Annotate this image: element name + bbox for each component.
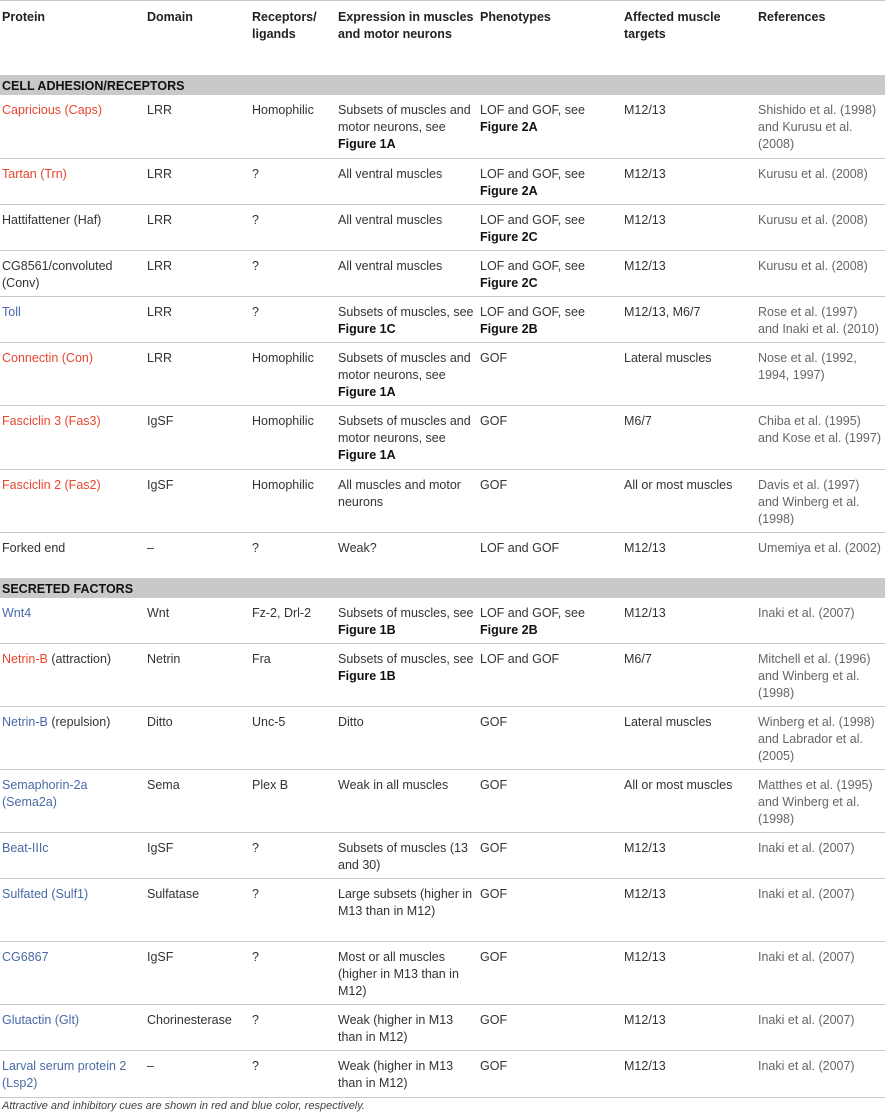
domain-cell: Sema bbox=[145, 770, 250, 833]
references-cell: Mitchell et al. (1996) and Winberg et al. (1998) bbox=[756, 644, 885, 707]
phenotype-text: LOF and GOF, see bbox=[480, 166, 585, 181]
table-row bbox=[0, 204, 885, 250]
protein-cell: Larval serum protein 2 (Lsp2) bbox=[0, 1051, 145, 1098]
phenotype-text: LOF and GOF, see bbox=[480, 605, 585, 620]
domain-cell: IgSF bbox=[145, 942, 250, 1005]
receptors-cell: ? bbox=[250, 833, 336, 879]
expression-text: Subsets of muscles and motor neurons, see bbox=[338, 103, 471, 134]
references-cell: Shishido et al. (1998) and Kurusu et al. (2008) bbox=[756, 95, 885, 158]
table-footnote: Attractive and inhibitory cues are shown in red and blue color, respectively. bbox=[2, 1100, 365, 1112]
protein-note: (repulsion) bbox=[47, 715, 111, 729]
domain-cell: LRR bbox=[145, 296, 250, 342]
expression-cell bbox=[336, 598, 478, 644]
protein-cell: Toll bbox=[0, 296, 145, 342]
phenotype-cell: LOF and GOF bbox=[478, 644, 622, 707]
phenotype-text: LOF and GOF, see bbox=[480, 103, 585, 117]
header-expression: Expression in muscles and motor neurons bbox=[336, 1, 478, 76]
phenotype-cell: GOF bbox=[478, 405, 622, 469]
table-row bbox=[0, 1051, 885, 1098]
phenotype-cell: GOF bbox=[478, 1005, 622, 1051]
receptors-cell: Homophilic bbox=[250, 469, 336, 532]
table-row bbox=[0, 598, 885, 644]
domain-cell: Wnt bbox=[145, 598, 250, 644]
phenotype-cell: GOF bbox=[478, 469, 622, 532]
phenotype-cell bbox=[478, 95, 622, 158]
expression-text: Subsets of muscles, see bbox=[338, 652, 474, 666]
domain-cell: LRR bbox=[145, 158, 250, 204]
phenotype-cell: GOF bbox=[478, 342, 622, 405]
figure-link[interactable]: Figure 2B bbox=[480, 622, 538, 637]
section-label: CELL ADHESION/RECEPTORS bbox=[0, 76, 885, 96]
expression-cell: Large subsets (higher in M13 than in M12) bbox=[336, 879, 478, 942]
targets-cell: M12/13 bbox=[622, 532, 756, 578]
figure-link[interactable]: Figure 2B bbox=[480, 321, 538, 336]
protein-cell: Fasciclin 3 (Fas3) bbox=[0, 405, 145, 469]
receptors-cell: Fz-2, Drl-2 bbox=[250, 598, 336, 644]
expression-cell: All ventral muscles bbox=[336, 204, 478, 250]
receptors-cell: Homophilic bbox=[250, 342, 336, 405]
protein-cell: Tartan (Trn) bbox=[0, 158, 145, 204]
phenotype-cell: GOF bbox=[478, 879, 622, 942]
domain-cell: – bbox=[145, 1051, 250, 1098]
expression-cell: Ditto bbox=[336, 707, 478, 770]
table-row bbox=[0, 342, 885, 405]
expression-cell: Weak (higher in M13 than in M12) bbox=[336, 1005, 478, 1051]
receptors-cell: Fra bbox=[250, 644, 336, 707]
protein-note: (attraction) bbox=[47, 652, 112, 666]
targets-cell: M12/13 bbox=[622, 250, 756, 296]
targets-cell: M6/7 bbox=[622, 405, 756, 469]
targets-cell: M12/13 bbox=[622, 158, 756, 204]
table-row bbox=[0, 833, 885, 879]
figure-link[interactable]: Figure 1A bbox=[338, 137, 396, 151]
expression-cell: Subsets of muscles (13 and 30) bbox=[336, 833, 478, 879]
domain-cell: Sulfatase bbox=[145, 879, 250, 942]
domain-cell: Chorinesterase bbox=[145, 1005, 250, 1051]
table-row bbox=[0, 532, 885, 578]
references-cell: Inaki et al. (2007) bbox=[756, 942, 885, 1005]
targets-cell: Lateral muscles bbox=[622, 707, 756, 770]
phenotype-cell: LOF and GOF bbox=[478, 532, 622, 578]
figure-link[interactable]: Figure 1A bbox=[338, 384, 396, 399]
phenotype-cell: GOF bbox=[478, 942, 622, 1005]
header-protein: Protein bbox=[0, 1, 145, 76]
header-targets: Affected muscle targets bbox=[622, 1, 756, 76]
expression-cell: Weak in all muscles bbox=[336, 770, 478, 833]
references-cell: Rose et al. (1997) and Inaki et al. (2010) bbox=[756, 296, 885, 342]
receptors-cell: ? bbox=[250, 158, 336, 204]
expression-cell bbox=[336, 342, 478, 405]
targets-cell: All or most muscles bbox=[622, 469, 756, 532]
phenotype-text: LOF and GOF, see bbox=[480, 304, 585, 319]
table-row bbox=[0, 296, 885, 342]
section-secreted bbox=[0, 578, 885, 598]
references-cell: Inaki et al. (2007) bbox=[756, 833, 885, 879]
phenotype-cell bbox=[478, 250, 622, 296]
table-row bbox=[0, 95, 885, 158]
references-cell: Kurusu et al. (2008) bbox=[756, 158, 885, 204]
protein-name: Netrin-B bbox=[2, 715, 48, 729]
expression-text: Subsets of muscles, see bbox=[338, 605, 474, 620]
header-references: References bbox=[756, 1, 885, 76]
protein-cell bbox=[0, 644, 145, 707]
figure-link[interactable]: Figure 1B bbox=[338, 669, 396, 683]
references-cell: Inaki et al. (2007) bbox=[756, 1051, 885, 1098]
expression-text: Subsets of muscles, see bbox=[338, 304, 474, 319]
domain-cell: IgSF bbox=[145, 469, 250, 532]
targets-cell: M12/13 bbox=[622, 598, 756, 644]
targets-cell: M6/7 bbox=[622, 644, 756, 707]
receptors-cell: Homophilic bbox=[250, 95, 336, 158]
receptors-cell: ? bbox=[250, 296, 336, 342]
receptors-cell: ? bbox=[250, 532, 336, 578]
phenotype-text: LOF and GOF, see bbox=[480, 258, 585, 273]
figure-link[interactable]: Figure 1C bbox=[338, 321, 396, 336]
targets-cell: All or most muscles bbox=[622, 770, 756, 833]
phenotype-cell bbox=[478, 204, 622, 250]
protein-cell: Wnt4 bbox=[0, 598, 145, 644]
receptors-cell: ? bbox=[250, 942, 336, 1005]
expression-cell: All muscles and motor neurons bbox=[336, 469, 478, 532]
receptors-cell: ? bbox=[250, 879, 336, 942]
phenotype-text: LOF and GOF, see bbox=[480, 212, 585, 227]
section-cell-adhesion bbox=[0, 76, 885, 96]
expression-text: Subsets of muscles and motor neurons, see bbox=[338, 413, 471, 445]
table-row bbox=[0, 707, 885, 770]
table-row bbox=[0, 250, 885, 296]
targets-cell: M12/13 bbox=[622, 204, 756, 250]
domain-cell: IgSF bbox=[145, 405, 250, 469]
targets-cell: M12/13 bbox=[622, 95, 756, 158]
expression-cell bbox=[336, 95, 478, 158]
receptors-cell: Plex B bbox=[250, 770, 336, 833]
targets-cell: M12/13 bbox=[622, 833, 756, 879]
section-label: SECRETED FACTORS bbox=[0, 578, 885, 598]
expression-cell bbox=[336, 644, 478, 707]
protein-cell: Forked end bbox=[0, 532, 145, 578]
receptors-cell: ? bbox=[250, 204, 336, 250]
references-cell: Kurusu et al. (2008) bbox=[756, 204, 885, 250]
phenotype-cell: GOF bbox=[478, 770, 622, 833]
receptors-cell: ? bbox=[250, 1051, 336, 1098]
domain-cell: LRR bbox=[145, 342, 250, 405]
protein-cell: Glutactin (Glt) bbox=[0, 1005, 145, 1051]
references-cell: Inaki et al. (2007) bbox=[756, 1005, 885, 1051]
header-row bbox=[0, 1, 885, 76]
domain-cell: Netrin bbox=[145, 644, 250, 707]
expression-cell bbox=[336, 405, 478, 469]
references-cell: Kurusu et al. (2008) bbox=[756, 250, 885, 296]
table-row bbox=[0, 879, 885, 942]
expression-cell: All ventral muscles bbox=[336, 158, 478, 204]
expression-text: Subsets of muscles and motor neurons, see bbox=[338, 350, 471, 382]
phenotype-cell: GOF bbox=[478, 1051, 622, 1098]
protein-cell: Connectin (Con) bbox=[0, 342, 145, 405]
protein-cell: Beat-IIIc bbox=[0, 833, 145, 879]
references-cell: Inaki et al. (2007) bbox=[756, 879, 885, 942]
receptors-cell: ? bbox=[250, 1005, 336, 1051]
expression-cell bbox=[336, 296, 478, 342]
table-row bbox=[0, 942, 885, 1005]
references-cell: Umemiya et al. (2002) bbox=[756, 532, 885, 578]
protein-cell: CG6867 bbox=[0, 942, 145, 1005]
protein-cell: Fasciclin 2 (Fas2) bbox=[0, 469, 145, 532]
domain-cell: IgSF bbox=[145, 833, 250, 879]
targets-cell: M12/13 bbox=[622, 1005, 756, 1051]
receptors-cell: ? bbox=[250, 250, 336, 296]
targets-cell: M12/13 bbox=[622, 879, 756, 942]
protein-cell: CG8561/convoluted (Conv) bbox=[0, 250, 145, 296]
header-domain: Domain bbox=[145, 1, 250, 76]
domain-cell: LRR bbox=[145, 95, 250, 158]
receptors-cell: Homophilic bbox=[250, 405, 336, 469]
expression-cell: Weak (higher in M13 than in M12) bbox=[336, 1051, 478, 1098]
phenotype-cell bbox=[478, 598, 622, 644]
domain-cell: – bbox=[145, 532, 250, 578]
domain-cell: LRR bbox=[145, 250, 250, 296]
protein-cell bbox=[0, 707, 145, 770]
figure-link[interactable]: Figure 1A bbox=[338, 447, 396, 462]
figure-link[interactable]: Figure 2A bbox=[480, 120, 538, 134]
phenotype-cell: GOF bbox=[478, 707, 622, 770]
table-row bbox=[0, 1005, 885, 1051]
references-cell: Nose et al. (1992, 1994, 1997) bbox=[756, 342, 885, 405]
references-cell: Matthes et al. (1995) and Winberg et al. (1998) bbox=[756, 770, 885, 833]
domain-cell: LRR bbox=[145, 204, 250, 250]
table-row bbox=[0, 469, 885, 532]
figure-link[interactable]: Figure 1B bbox=[338, 622, 396, 637]
references-cell: Chiba et al. (1995) and Kose et al. (1997) bbox=[756, 405, 885, 469]
table-row bbox=[0, 158, 885, 204]
protein-name: Netrin-B bbox=[2, 652, 48, 666]
expression-cell: All ventral muscles bbox=[336, 250, 478, 296]
domain-cell: Ditto bbox=[145, 707, 250, 770]
phenotype-cell: GOF bbox=[478, 833, 622, 879]
references-cell: Davis et al. (1997) and Winberg et al. (1998) bbox=[756, 469, 885, 532]
targets-cell: Lateral muscles bbox=[622, 342, 756, 405]
figure-link[interactable]: Figure 2C bbox=[480, 275, 538, 290]
protein-cell: Hattifattener (Haf) bbox=[0, 204, 145, 250]
expression-cell: Weak? bbox=[336, 532, 478, 578]
figure-link[interactable]: Figure 2A bbox=[480, 183, 538, 198]
targets-cell: M12/13 bbox=[622, 1051, 756, 1098]
receptors-cell: Unc-5 bbox=[250, 707, 336, 770]
phenotype-cell bbox=[478, 296, 622, 342]
references-cell: Winberg et al. (1998) and Labrador et al. (2005) bbox=[756, 707, 885, 770]
phenotype-cell bbox=[478, 158, 622, 204]
header-phenotypes: Phenotypes bbox=[478, 1, 622, 76]
table-row bbox=[0, 644, 885, 707]
expression-cell: Most or all muscles (higher in M13 than in M12) bbox=[336, 942, 478, 1005]
targets-cell: M12/13, M6/7 bbox=[622, 296, 756, 342]
protein-cell: Semaphorin-2a (Sema2a) bbox=[0, 770, 145, 833]
figure-link[interactable]: Figure 2C bbox=[480, 229, 538, 244]
protein-cell: Capricious (Caps) bbox=[0, 95, 145, 158]
protein-cell: Sulfated (Sulf1) bbox=[0, 879, 145, 942]
table-row bbox=[0, 770, 885, 833]
references-cell: Inaki et al. (2007) bbox=[756, 598, 885, 644]
targets-cell: M12/13 bbox=[622, 942, 756, 1005]
table-row bbox=[0, 405, 885, 469]
header-receptors: Receptors/ ligands bbox=[250, 1, 336, 76]
